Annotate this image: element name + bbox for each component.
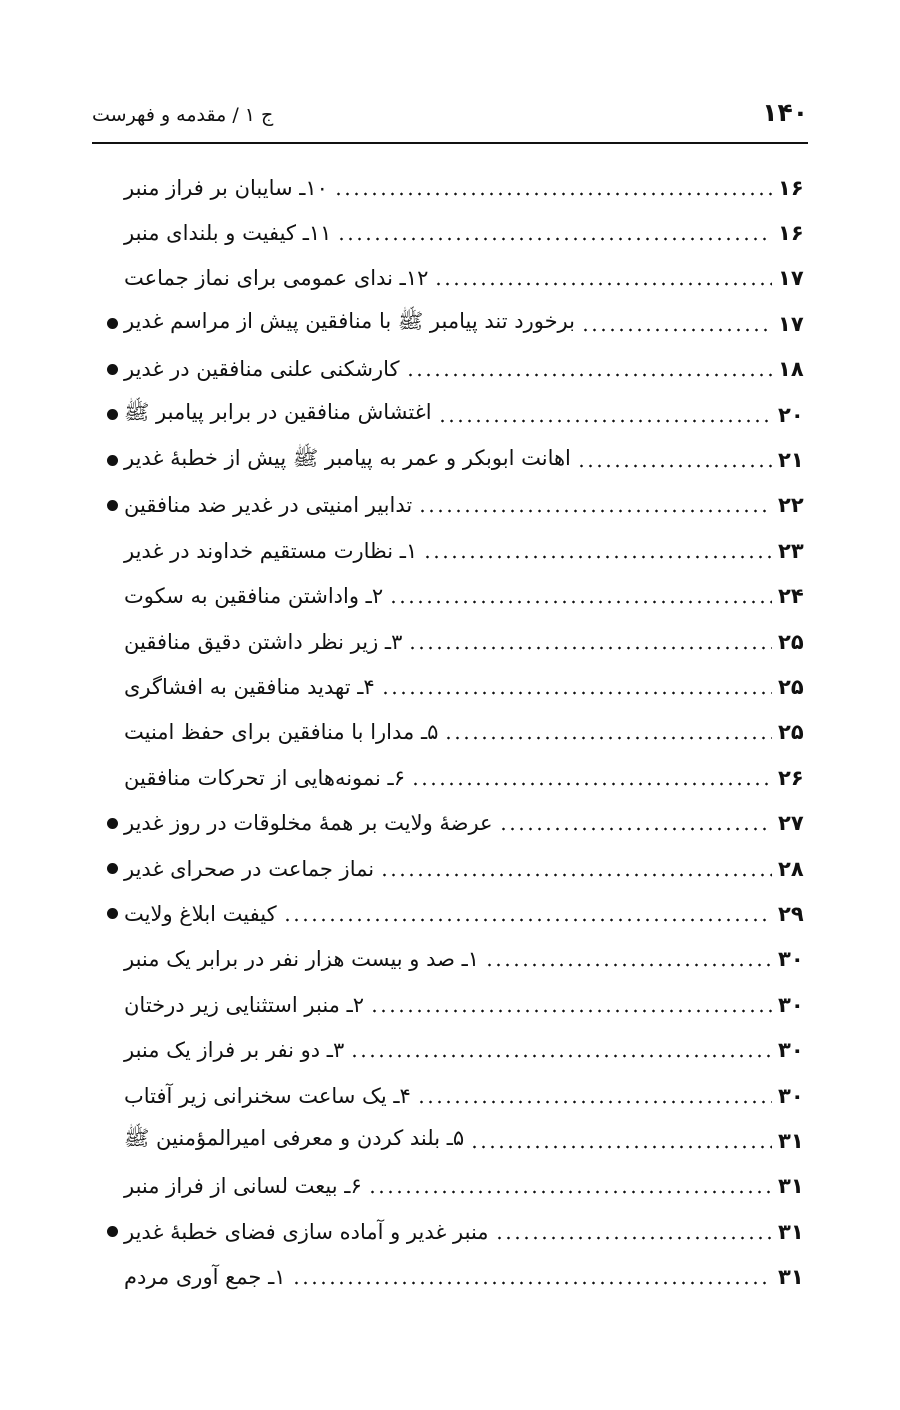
toc-entry[interactable] <box>92 1209 808 1254</box>
page-number: ۱۴۰ <box>762 98 808 127</box>
toc-entry-page-number: ۳۱ <box>778 1128 804 1153</box>
toc-entry[interactable] <box>92 392 808 437</box>
toc-entry[interactable] <box>92 347 808 392</box>
toc-entry-page-number: ۱۶ <box>778 221 804 246</box>
toc-entry-page-number: ۳۱ <box>778 1265 804 1290</box>
bullet-slot <box>92 818 118 829</box>
toc-entry-page-number: ۱۷ <box>778 266 804 291</box>
toc-entry[interactable] <box>92 755 808 800</box>
bullet-icon <box>107 863 118 874</box>
toc-entry-page-number: ۱۷ <box>778 311 804 336</box>
toc-entry-page-number: ۲۵ <box>778 629 804 654</box>
dot-leader <box>334 191 772 197</box>
dot-leader <box>368 1189 772 1195</box>
toc-entry-title: تدابیر امنیتی در غدیر ضد منافقین <box>124 493 413 518</box>
toc-entry-page-number: ۲۲ <box>778 493 804 518</box>
bullet-slot <box>92 908 118 919</box>
bullet-slot <box>92 409 118 420</box>
toc-entry[interactable] <box>92 891 808 936</box>
toc-entry-page-number: ۳۰ <box>778 1083 804 1108</box>
toc-entry[interactable] <box>92 256 808 301</box>
dot-leader <box>495 1235 772 1241</box>
bullet-icon <box>107 364 118 375</box>
toc-entry-title: ۱۱ـ کیفیت و بلندای منبر <box>124 221 332 246</box>
toc-entry-title: ۴ـ تهدید منافقین به افشاگری <box>124 674 375 699</box>
toc-entry-title: نماز جماعت در صحرای غدیر <box>124 856 375 881</box>
toc-entry[interactable] <box>92 210 808 255</box>
bullet-icon <box>107 1226 118 1237</box>
toc-entry-title: ۱ـ نظارت مستقیم خداوند در غدیر <box>124 538 418 563</box>
toc-entry-title: کارشکنی علنی منافقین در غدیر <box>124 357 400 382</box>
dot-leader <box>283 917 772 923</box>
page-header <box>92 96 808 144</box>
bullet-slot <box>92 500 118 511</box>
toc-entry[interactable] <box>92 301 808 346</box>
dot-leader <box>444 735 772 741</box>
dot-leader <box>423 554 772 560</box>
toc-entry-title: اهانت ابوبکر و عمر به پیامبر ﷺ پیش از خطبهٔ غدیر <box>124 445 571 470</box>
toc-entry-title: ۱ـ جمع آوری مردم <box>124 1265 286 1290</box>
toc-entry-page-number: ۲۵ <box>778 720 804 745</box>
toc-entry-title: برخورد تند پیامبر ﷺ با منافقین پیش از مراسم غدیر <box>124 309 575 334</box>
toc-entry[interactable] <box>92 483 808 528</box>
toc-entry-title: ۵ـ بلند کردن و معرفی امیرالمؤمنین ﷺ <box>124 1126 465 1151</box>
toc-entry[interactable] <box>92 664 808 709</box>
toc-entry[interactable] <box>92 710 808 755</box>
toc-entry-page-number: ۳۱ <box>778 1174 804 1199</box>
dot-leader <box>380 872 772 878</box>
toc-entry-title: ۶ـ بیعت لسانی از فراز منبر <box>124 1174 362 1199</box>
bullet-slot <box>92 455 118 466</box>
toc-entry-page-number: ۲۶ <box>778 765 804 790</box>
toc-entry-page-number: ۳۰ <box>778 992 804 1017</box>
running-title: ج ۱ / مقدمه و فهرست <box>92 104 274 126</box>
dot-leader <box>411 781 772 787</box>
dot-leader <box>337 236 772 242</box>
toc-entry-page-number: ۲۷ <box>778 811 804 836</box>
bullet-icon <box>107 409 118 420</box>
toc-entry-page-number: ۲۱ <box>778 448 804 473</box>
bullet-slot <box>92 863 118 874</box>
toc-entry[interactable] <box>92 1164 808 1209</box>
toc-entry[interactable] <box>92 437 808 482</box>
bullet-icon <box>107 908 118 919</box>
bullet-icon <box>107 500 118 511</box>
toc-entry-page-number: ۱۶ <box>778 175 804 200</box>
toc-entry[interactable] <box>92 165 808 210</box>
toc-entry-title: ۱۲ـ ندای عمومی برای نماز جماعت <box>124 266 429 291</box>
dot-leader <box>350 1053 772 1059</box>
toc-entry[interactable] <box>92 574 808 619</box>
dot-leader <box>418 508 772 514</box>
toc-entry[interactable] <box>92 1118 808 1163</box>
toc-entry-title: عرضهٔ ولایت بر همهٔ مخلوقات در روز غدیر <box>124 811 493 836</box>
table-of-contents <box>92 165 808 1300</box>
bullet-slot <box>92 364 118 375</box>
dot-leader <box>470 1144 772 1150</box>
toc-entry[interactable] <box>92 1027 808 1072</box>
dot-leader <box>292 1280 772 1286</box>
toc-entry-title: ۳ـ زیر نظر داشتن دقیق منافقین <box>124 629 403 654</box>
bullet-icon <box>107 318 118 329</box>
toc-entry-title: منبر غدیر و آماده سازی فضای خطبهٔ غدیر <box>124 1219 489 1244</box>
toc-entry-page-number: ۲۸ <box>778 856 804 881</box>
bullet-slot <box>92 1226 118 1237</box>
toc-entry-page-number: ۲۳ <box>778 538 804 563</box>
dot-leader <box>499 826 772 832</box>
toc-entry-title: ۲ـ واداشتن منافقین به سکوت <box>124 584 384 609</box>
dot-leader <box>438 418 772 424</box>
toc-entry-title: ۴ـ یک ساعت سخنرانی زیر آفتاب <box>124 1083 411 1108</box>
dot-leader <box>381 690 772 696</box>
toc-entry-page-number: ۲۴ <box>778 584 804 609</box>
toc-entry-title: ۱ـ صد و بیست هزار نفر در برابر یک منبر <box>124 947 480 972</box>
toc-entry-page-number: ۱۸ <box>778 357 804 382</box>
dot-leader <box>389 599 772 605</box>
toc-entry-page-number: ۲۰ <box>778 402 804 427</box>
toc-entry[interactable] <box>92 800 808 845</box>
dot-leader <box>577 463 772 469</box>
toc-entry-title: ۶ـ نمونه‌هایی از تحرکات منافقین <box>124 765 405 790</box>
dot-leader <box>581 327 772 333</box>
dot-leader <box>417 1099 772 1105</box>
dot-leader <box>408 645 772 651</box>
toc-entry-page-number: ۲۵ <box>778 674 804 699</box>
dot-leader <box>434 281 772 287</box>
toc-entry-title: ۲ـ منبر استثنایی زیر درختان <box>124 992 365 1017</box>
toc-entry-title: کیفیت ابلاغ ولایت <box>124 901 277 926</box>
toc-entry-title: ۳ـ دو نفر بر فراز یک منبر <box>124 1038 345 1063</box>
toc-entry-title: اغتشاش منافقین در برابر پیامبر ﷺ <box>124 400 432 425</box>
bullet-slot <box>92 318 118 329</box>
toc-entry[interactable] <box>92 528 808 573</box>
dot-leader <box>370 1008 772 1014</box>
toc-entry[interactable] <box>92 937 808 982</box>
toc-entry[interactable] <box>92 982 808 1027</box>
toc-entry-page-number: ۳۱ <box>778 1219 804 1244</box>
dot-leader <box>485 962 772 968</box>
toc-entry[interactable] <box>92 846 808 891</box>
toc-entry-page-number: ۳۰ <box>778 1038 804 1063</box>
toc-entry-title: ۱۰ـ سایبان بر فراز منبر <box>124 175 328 200</box>
toc-entry[interactable] <box>92 619 808 664</box>
dot-leader <box>406 372 773 378</box>
toc-entry-page-number: ۳۰ <box>778 947 804 972</box>
toc-entry[interactable] <box>92 1073 808 1118</box>
toc-entry[interactable] <box>92 1254 808 1299</box>
toc-entry-title: ۵ـ مدارا با منافقین برای حفظ امنیت <box>124 720 439 745</box>
bullet-icon <box>107 818 118 829</box>
bullet-icon <box>107 455 118 466</box>
toc-entry-page-number: ۲۹ <box>778 901 804 926</box>
